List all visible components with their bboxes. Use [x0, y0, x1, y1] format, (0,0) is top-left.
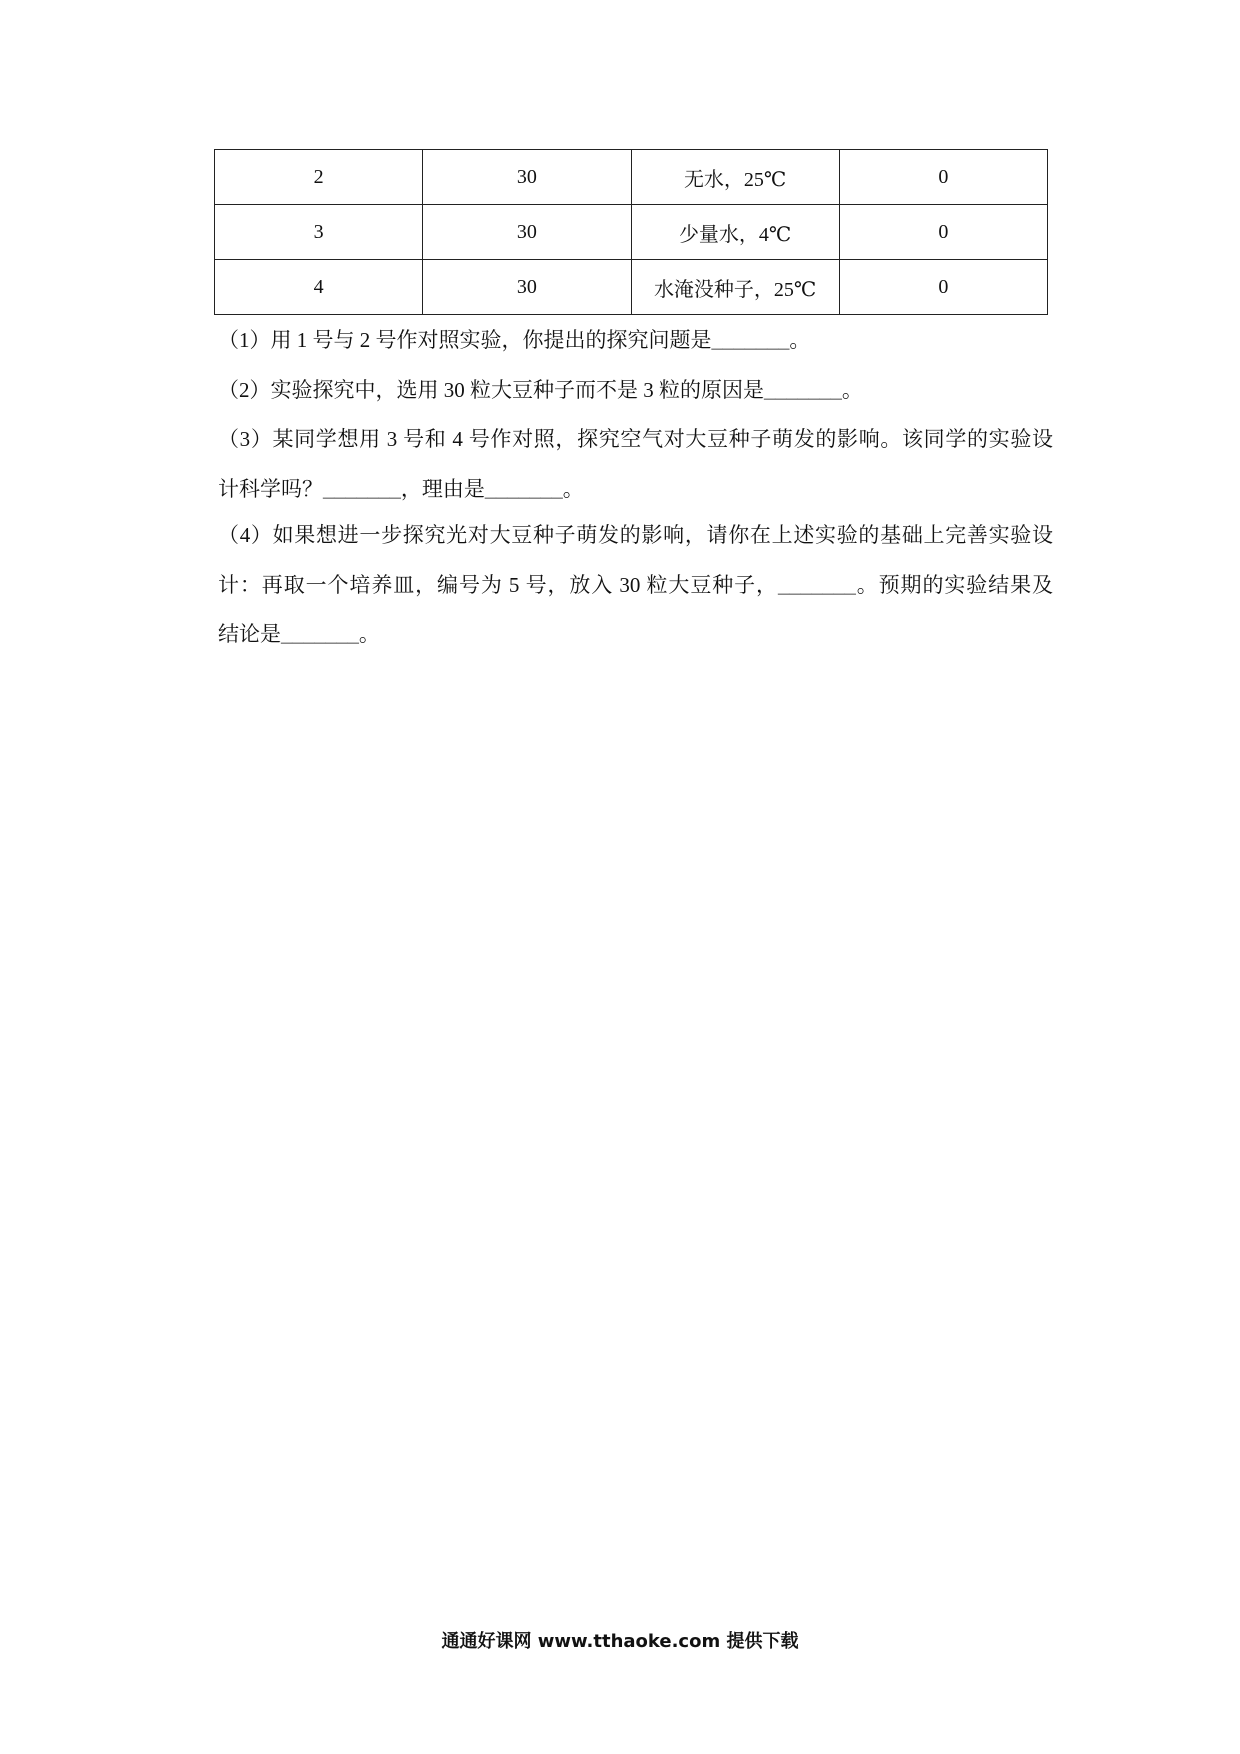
table-cell: 0 — [839, 205, 1047, 260]
table-cell: 30 — [423, 205, 631, 260]
question-3-end: 。 — [562, 477, 584, 501]
table-cell: 水淹没种子，25℃ — [631, 260, 839, 315]
question-2-text: （2）实验探究中，选用 30 粒大豆种子而不是 3 粒的原因是 — [218, 378, 764, 402]
question-4-line-2 — [218, 570, 1053, 600]
table-cell: 30 — [423, 150, 631, 205]
question-3-text: 计科学吗？ — [218, 477, 323, 501]
question-3-line-1 — [218, 424, 1053, 454]
answer-blank: _______ — [764, 380, 842, 402]
question-1-text: （1）用 1 号与 2 号作对照实验，你提出的探究问题是 — [218, 328, 712, 352]
answer-blank: _______ — [484, 479, 563, 501]
question-4-text: 。预期的实验结果及 — [855, 573, 1053, 597]
question-4-text: （4）如果想进一步探究光对大豆种子萌发的影响，请你在上述实验的基础上完善实验设 — [218, 523, 1053, 547]
question-3-text: （3）某同学想用 3 号和 4 号作对照，探究空气对大豆种子萌发的影响。该同学的实验设 — [218, 427, 1053, 451]
page-footer: 通通好课网 www.tthaoke.com 提供下载 — [441, 1631, 799, 1652]
table-row — [215, 205, 1048, 260]
table-cell: 少量水，4℃ — [631, 205, 839, 260]
table-cell: 0 — [839, 150, 1047, 205]
answer-blank: _______ — [777, 575, 856, 597]
question-4-line-3 — [218, 619, 380, 649]
answer-blank: _______ — [323, 479, 401, 501]
answer-blank: _______ — [281, 624, 359, 646]
question-1-end: 。 — [789, 328, 811, 352]
question-1 — [218, 325, 810, 355]
table-row — [215, 260, 1048, 315]
question-2 — [218, 375, 863, 405]
question-3-text: ，理由是 — [400, 477, 485, 501]
table-cell: 3 — [215, 205, 423, 260]
experiment-table — [214, 149, 1048, 315]
table-cell: 2 — [215, 150, 423, 205]
answer-blank: _______ — [711, 330, 790, 352]
question-4-end: 。 — [358, 622, 380, 646]
table-row — [215, 150, 1048, 205]
table-cell: 4 — [215, 260, 423, 315]
question-4-line-1 — [218, 520, 1053, 550]
table-cell: 30 — [423, 260, 631, 315]
question-2-end: 。 — [841, 378, 863, 402]
table-cell: 0 — [839, 260, 1047, 315]
question-3-line-2 — [218, 474, 584, 504]
question-4-text: 结论是 — [218, 622, 281, 646]
question-4-text: 计：再取一个培养皿，编号为 5 号，放入 30 粒大豆种子， — [218, 573, 778, 597]
table-cell: 无水，25℃ — [631, 150, 839, 205]
